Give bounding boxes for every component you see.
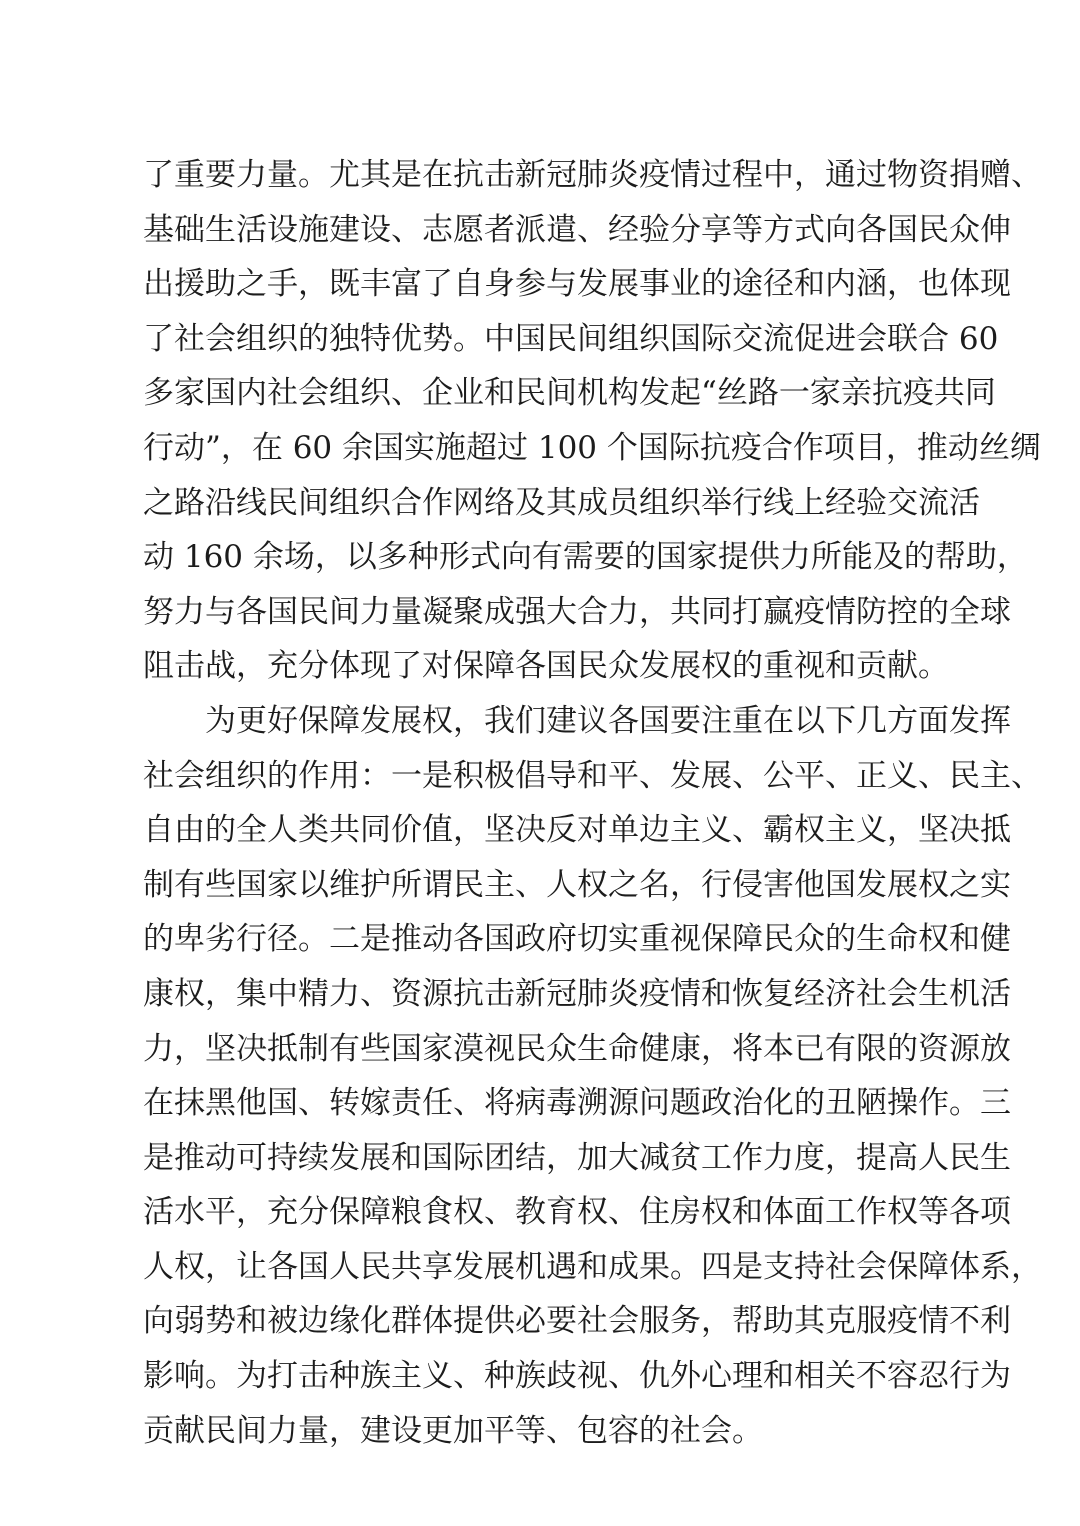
paragraph-1-line: 阻击战，充分体现了对保障各国民众发展权的重视和贡献。 <box>143 648 949 685</box>
paragraph-2-line: 贡献民间力量，建设更加平等、包容的社会。 <box>143 1412 763 1449</box>
paragraph-1 <box>143 148 1042 694</box>
paragraph-2-line: 自由的全人类共同价值，坚决反对单边主义、霸权主义，坚决抵 <box>143 812 1011 849</box>
paragraph-1-line: 动 160 余场，以多种形式向有需要的国家提供力所能及的帮助， <box>143 539 1028 576</box>
paragraph-2-line: 康权，集中精力、资源抗击新冠肺炎疫情和恢复经济社会生机活 <box>143 975 1011 1012</box>
paragraph-2-line: 是推动可持续发展和国际团结，加大减贫工作力度，提高人民生 <box>143 1139 1011 1176</box>
paragraph-2-line: 力，坚决抵制有些国家漠视民众生命健康，将本已有限的资源放 <box>143 1030 1011 1067</box>
paragraph-1-line: 了社会组织的独特优势。中国民间组织国际交流促进会联合 60 <box>143 320 999 357</box>
paragraph-2-line: 人权，让各国人民共享发展机遇和成果。四是支持社会保障体系， <box>143 1248 1042 1285</box>
paragraph-2 <box>143 694 1042 1458</box>
paragraph-2-line: 制有些国家以维护所谓民主、人权之名，行侵害他国发展权之实 <box>143 866 1011 903</box>
paragraph-1-line: 了重要力量。尤其是在抗击新冠肺炎疫情过程中，通过物资捐赠、 <box>143 157 1042 193</box>
paragraph-2-line: 为更好保障发展权，我们建议各国要注重在以下几方面发挥 <box>205 702 1011 739</box>
paragraph-2-line: 社会组织的作用：一是积极倡导和平、发展、公平、正义、民主、 <box>143 757 1042 794</box>
paragraph-2-line: 向弱势和被边缘化群体提供必要社会服务，帮助其克服疫情不利 <box>143 1303 1011 1340</box>
paragraph-2-line: 在抹黑他国、转嫁责任、将病毒溯源问题政治化的丑陋操作。三 <box>143 1085 1011 1122</box>
paragraph-2-line: 活水平，充分保障粮食权、教育权、住房权和体面工作权等各项 <box>143 1194 1011 1231</box>
paragraph-1-line: 行动”，在 60 余国实施超过 100 个国际抗疫合作项目，推动丝绸 <box>143 429 1041 466</box>
paragraph-2-line: 影响。为打击种族主义、种族歧视、仇外心理和相关不容忍行为 <box>143 1358 1011 1395</box>
body-text <box>143 148 1042 1458</box>
paragraph-1-line: 之路沿线民间组织合作网络及其成员组织举行线上经验交流活 <box>143 484 980 521</box>
paragraph-1-line: 努力与各国民间力量凝聚成强大合力，共同打赢疫情防控的全球 <box>143 593 1011 630</box>
paragraph-1-line: 基础生活设施建设、志愿者派遣、经验分享等方式向各国民众伸 <box>143 211 1011 248</box>
paragraph-2-line: 的卑劣行径。二是推动各国政府切实重视保障民众的生命权和健 <box>143 921 1011 958</box>
paragraph-1-line: 出援助之手，既丰富了自身参与发展事业的途径和内涵，也体现 <box>143 266 1011 303</box>
paragraph-1-line: 多家国内社会组织、企业和民间机构发起“丝路一家亲抗疫共同 <box>143 375 996 412</box>
